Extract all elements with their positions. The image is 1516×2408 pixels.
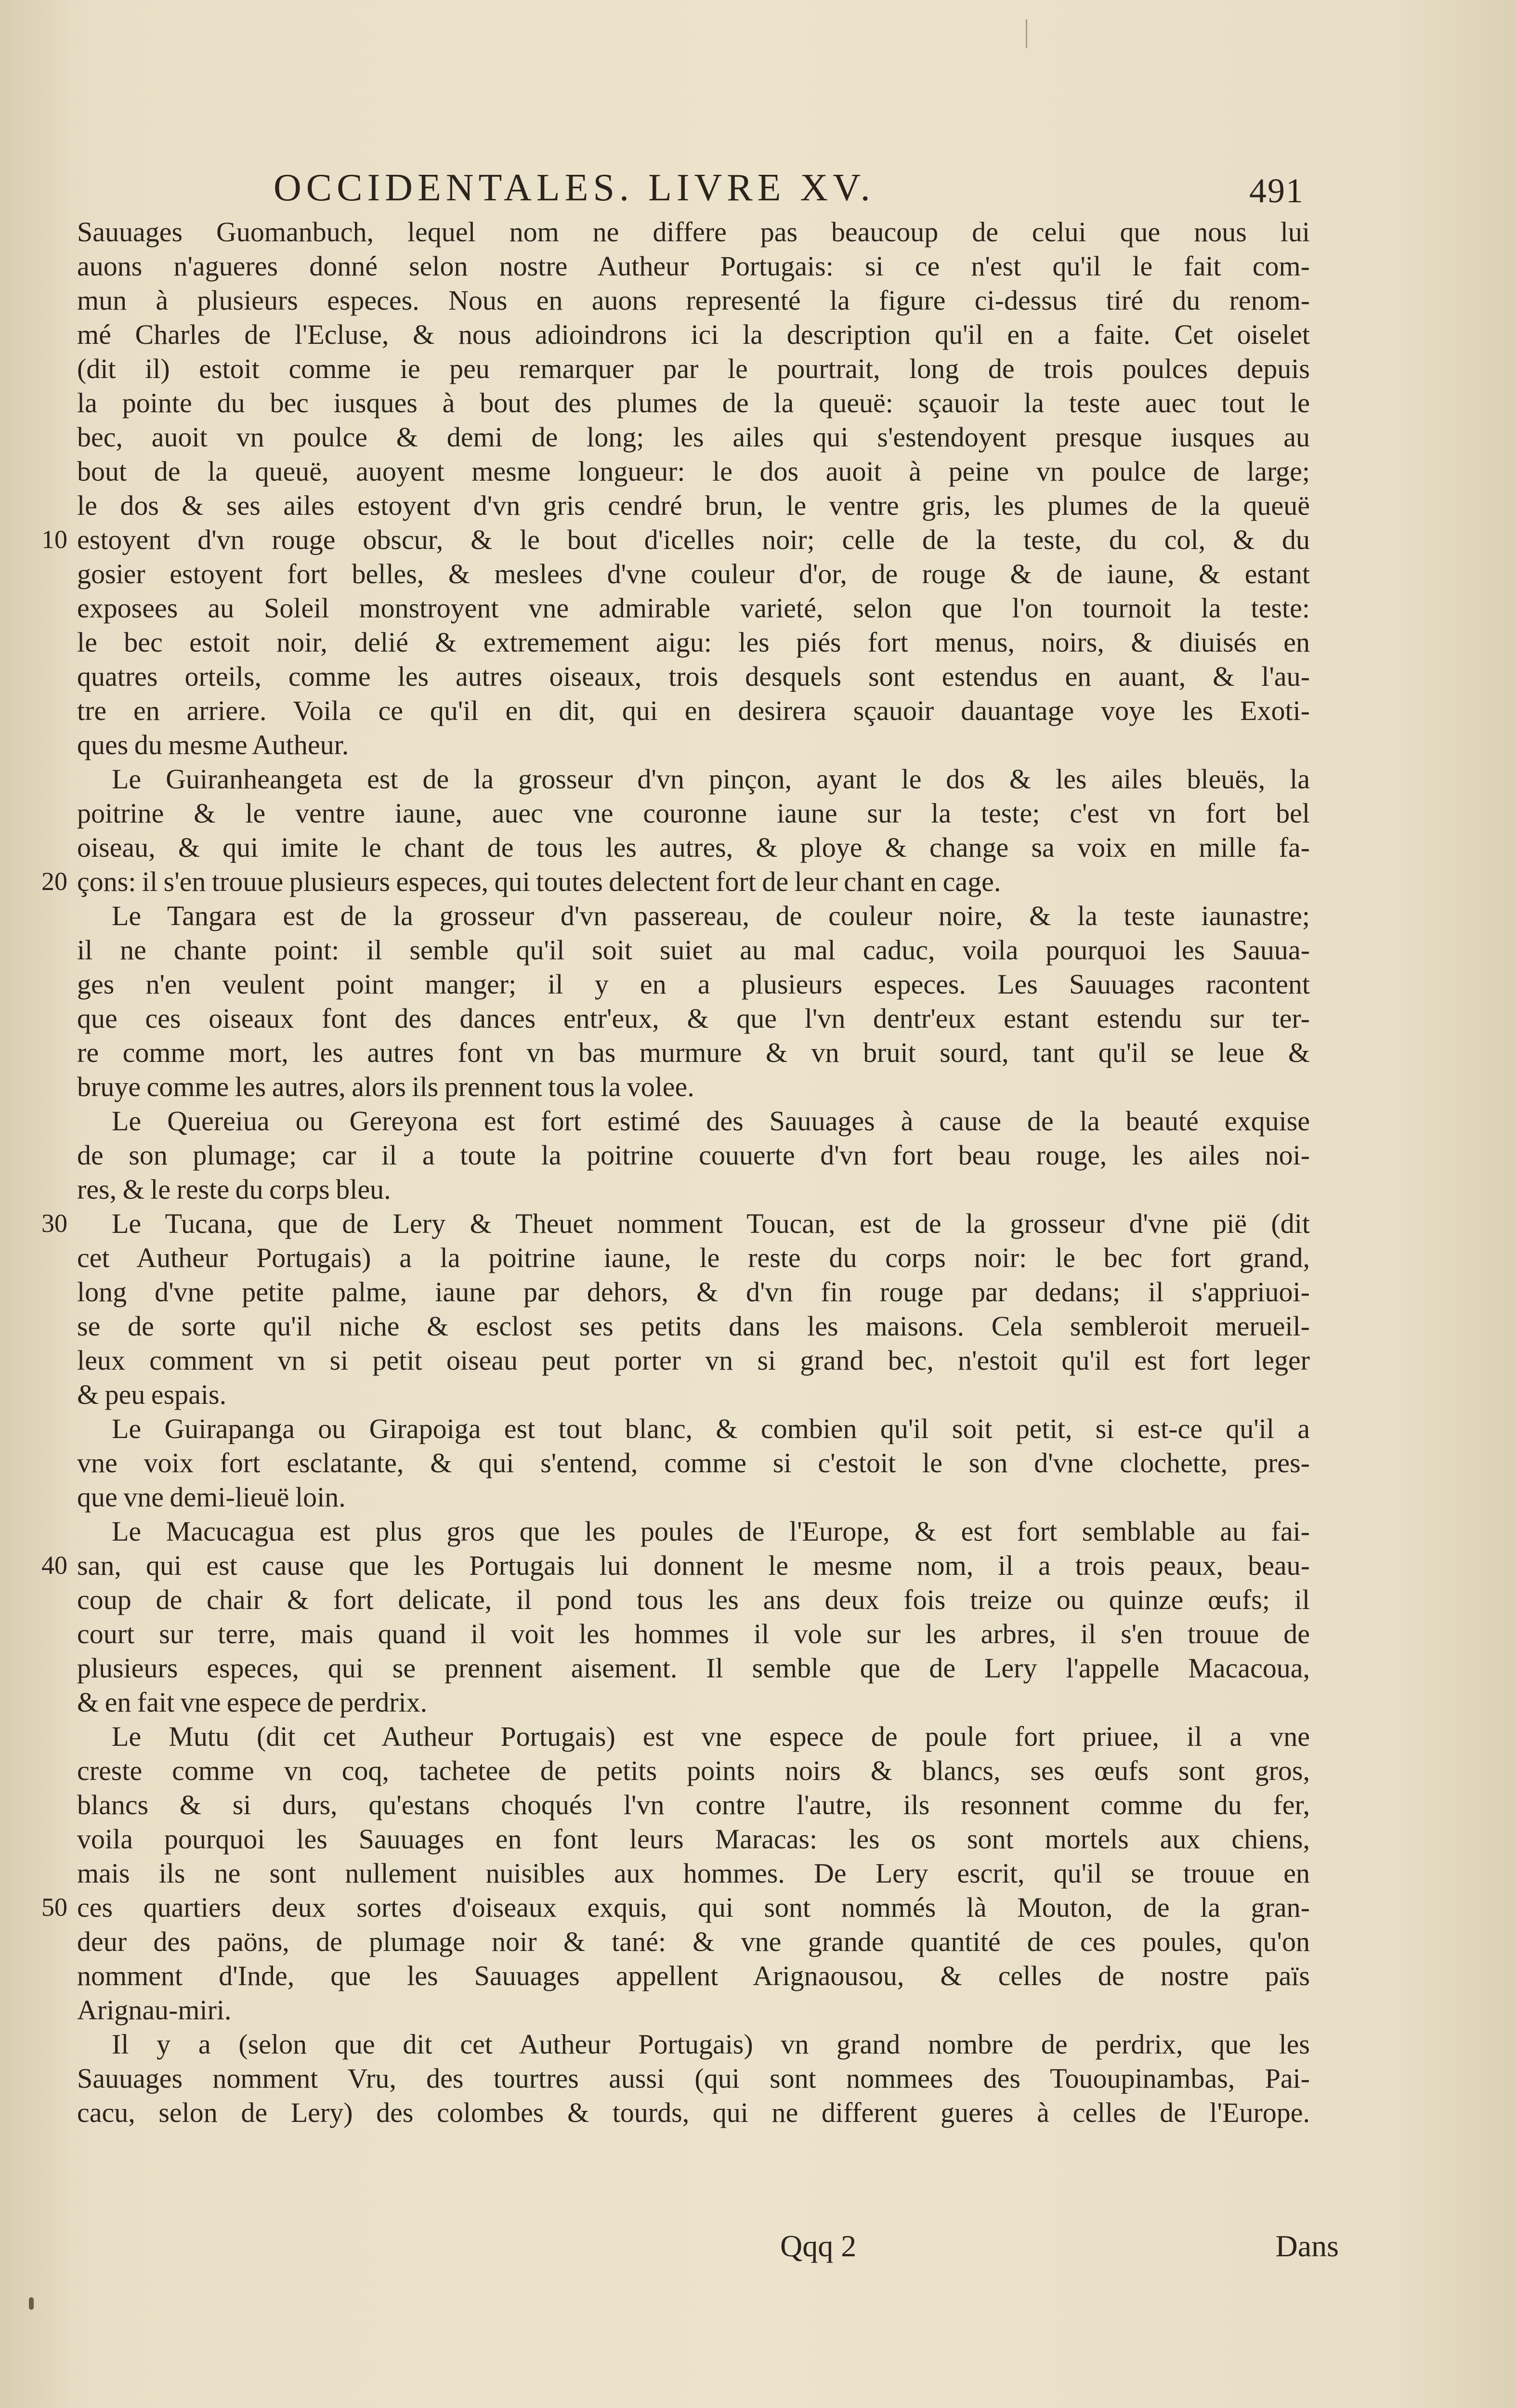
text-line [77, 1412, 1377, 1446]
line-text: Arignau-miri. [77, 1994, 232, 2026]
text-line [77, 317, 1377, 352]
line-text: de son plumage; car il a toute la poitrine couuerte d'vn fort beau rouge, les ailes noi- [77, 1139, 1310, 1171]
line-text: cet Autheur Portugais) a la poitrine iaune, le reste du corps noir: le bec fort grand, [77, 1242, 1310, 1273]
text-line [77, 1924, 1377, 1959]
line-text: estoyent d'vn rouge obscur, & le bout d'icelles noir; celle de la teste, du col, & du [77, 524, 1310, 555]
text-line [77, 2061, 1377, 2095]
text-line [77, 1480, 1377, 1514]
text-line [77, 1959, 1377, 1993]
line-text: Le Tangara est de la grosseur d'vn passereau, de couleur noire, & la teste iaunastre; [112, 900, 1310, 931]
text-line [77, 283, 1377, 317]
line-text: nomment d'Inde, que les Sauuages appellent Arignaousou, & celles de nostre païs [77, 1960, 1310, 1991]
text-line [77, 1583, 1377, 1617]
signature-mark: Qqq 2 [780, 2229, 857, 2263]
line-text: poitrine & le ventre iaune, auec vne couronne iaune sur la teste; c'est vn fort bel [77, 798, 1310, 829]
line-text: re comme mort, les autres font vn bas murmure & vn bruit sourd, tant qu'il se leue & [77, 1037, 1310, 1068]
line-text: Sauuages Guomanbuch, lequel nom ne differe pas beaucoup de celui que nous lui [77, 216, 1310, 248]
text-line [77, 1104, 1377, 1138]
line-text: deur des paöns, de plumage noir & tané: & vne grande quantité de ces poules, qu'on [77, 1926, 1310, 1957]
line-text: san, qui est cause que les Portugais lui donnent le mesme nom, il a trois peaux, beau- [77, 1550, 1310, 1581]
line-text: gosier estoyent fort belles, & meslees d'vne couleur d'or, de rouge & de iaune, & estant [77, 558, 1310, 589]
line-text: oiseau, & qui imite le chant de tous les autres, & ploye & change sa voix en mille fa- [77, 832, 1310, 863]
line-text: creste comme vn coq, tachetee de petits points noirs & blancs, ses œufs sont gros, [77, 1755, 1310, 1786]
line-text: voila pourquoi les Sauuages en font leurs Maracas: les os sont mortels aux chiens, [77, 1823, 1310, 1855]
text-line [77, 1001, 1377, 1035]
line-text: Il y a (selon que dit cet Autheur Portugais) vn grand nombre de perdrix, que les [112, 2028, 1310, 2060]
text-line [77, 728, 1377, 762]
text-line [77, 1446, 1377, 1480]
text-line [77, 1754, 1377, 1788]
text-line [77, 420, 1377, 454]
line-number: 40 [41, 1551, 67, 1580]
line-text: quatres orteils, comme les autres oiseaux, trois desquels sont estendus en auant, & l'au- [77, 661, 1310, 692]
text-line [77, 1138, 1377, 1172]
text-line [77, 249, 1377, 283]
line-text: que ces oiseaux font des dances entr'eux, & que l'vn dentr'eux estant estendu sur ter- [77, 1003, 1310, 1034]
text-line [77, 591, 1377, 625]
line-text: long d'vne petite palme, iaune par dehors, & d'vn fin rouge par dedans; il s'appriuoi- [77, 1276, 1310, 1308]
text-line [77, 1651, 1377, 1685]
line-text: (dit il) estoit comme ie peu remarquer par le pourtrait, long de trois poulces depuis [77, 353, 1310, 384]
text-line [77, 386, 1377, 420]
line-text: mais ils ne sont nullement nuisibles aux hommes. De Lery escrit, qu'il se trouue en [77, 1858, 1310, 1889]
text-line [77, 1617, 1377, 1651]
line-text: mun à plusieurs especes. Nous en auons representé la figure ci-dessus tiré du renom- [77, 285, 1310, 316]
text-line [77, 2095, 1377, 2130]
text-block [41, 215, 1377, 2130]
line-text: Le Guiranheangeta est de la grosseur d'vn pinçon, ayant le dos & les ailes bleuës, la [112, 763, 1310, 795]
line-text: cacu, selon de Lery) des colombes & tourds, qui ne different gueres à celles de l'Europe. [77, 2097, 1310, 2128]
running-header [274, 159, 1304, 217]
line-text: le bec estoit noir, delié & extremement aigu: les piés fort menus, noirs, & diuisés en [77, 627, 1310, 658]
line-text: exposees au Soleil monstroyent vne admirable varieté, selon que l'on tournoit la teste: [77, 592, 1310, 624]
text-line [41, 864, 1377, 899]
text-line [77, 967, 1377, 1001]
text-line [77, 1070, 1377, 1104]
text-line [77, 352, 1377, 386]
line-text: que vne demi-lieuë loin. [77, 1481, 346, 1513]
text-line [77, 1241, 1377, 1275]
line-number: 20 [41, 867, 67, 896]
text-line [77, 1343, 1377, 1377]
text-line [77, 694, 1377, 728]
line-text: bout de la queuë, auoyent mesme longueur: le dos auoit à peine vn poulce de large; [77, 456, 1310, 487]
line-text: & en fait vne espece de perdrix. [77, 1687, 428, 1718]
text-line [41, 1890, 1377, 1924]
line-text: Le Quereiua ou Gereyona est fort estimé des Sauuages à cause de la beauté exquise [112, 1105, 1310, 1137]
text-line [41, 1548, 1377, 1583]
text-line [77, 830, 1377, 864]
line-text: ques du mesme Autheur. [77, 729, 349, 760]
line-text: leux comment vn si petit oiseau peut porter vn si grand bec, n'estoit qu'il est fort leger [77, 1345, 1310, 1376]
line-text: le dos & ses ailes estoyent d'vn gris cendré brun, le ventre gris, les plumes de la queuë [77, 490, 1310, 521]
text-line [77, 1822, 1377, 1856]
line-text: Le Macucagua est plus gros que les poules de l'Europe, & est fort semblable au fai- [112, 1516, 1310, 1547]
line-text: & peu espais. [77, 1379, 227, 1410]
line-text: ges n'en veulent point manger; il y en a plusieurs especes. Les Sauuages racontent [77, 968, 1310, 1000]
text-line [77, 1309, 1377, 1343]
line-text: la pointe du bec iusques à bout des plumes de la queuë: sçauoir la teste auec tout le [77, 387, 1310, 419]
text-line [77, 454, 1377, 488]
text-line [77, 1377, 1377, 1412]
text-line [77, 488, 1377, 523]
text-line [41, 1206, 1377, 1241]
line-number: 50 [41, 1893, 67, 1922]
ink-speck [1026, 19, 1027, 48]
line-text: plusieurs especes, qui se prennent aisement. Il semble que de Lery l'appelle Macacoua, [77, 1652, 1310, 1684]
line-text: Le Tucana, que de Lery & Theuet nomment Toucan, est de la grosseur d'vne pië (dit [112, 1208, 1310, 1239]
line-text: ces quartiers deux sortes d'oiseaux exquis, qui sont nommés là Mouton, de la gran- [77, 1892, 1310, 1923]
line-text: Le Guirapanga ou Girapoiga est tout blanc, & combien qu'il soit petit, si est-ce qu'il a [112, 1413, 1310, 1444]
line-text: coup de chair & fort delicate, il pond tous les ans deux fois treize ou quinze œufs; il [77, 1584, 1310, 1615]
ink-speck [29, 2297, 34, 2310]
text-line [77, 762, 1377, 796]
text-line [77, 215, 1377, 249]
text-line [77, 2027, 1377, 2061]
line-text: Sauuages nomment Vru, des tourtres aussi (qui sont nommees des Tououpinambas, Pai- [77, 2063, 1310, 2094]
text-line [77, 1685, 1377, 1719]
text-line [77, 899, 1377, 933]
text-line [77, 796, 1377, 830]
line-text: blancs & si durs, qu'estans choqués l'vn contre l'autre, ils resonnent comme du fer, [77, 1789, 1310, 1820]
text-line [77, 659, 1377, 694]
line-number: 10 [41, 525, 67, 554]
line-text: bruye comme les autres, alors ils prennent tous la volee. [77, 1071, 694, 1102]
text-line [77, 1172, 1377, 1206]
line-text: tre en arriere. Voila ce qu'il en dit, qui en desirera sçauoir dauantage voye les Exoti- [77, 695, 1310, 726]
page-footer [780, 2227, 1339, 2265]
text-line [77, 557, 1377, 591]
text-line [77, 1514, 1377, 1548]
text-line [77, 1275, 1377, 1309]
text-line [77, 1856, 1377, 1890]
text-line [77, 1719, 1377, 1754]
line-text: bec, auoit vn poulce & demi de long; les ailes qui s'estendoyent presque iusques au [77, 421, 1310, 453]
line-text: auons n'agueres donné selon nostre Autheur Portugais: si ce n'est qu'il le fait com- [77, 250, 1310, 282]
line-text: res, & le reste du corps bleu. [77, 1174, 391, 1205]
running-title: OCCIDENTALES. LIVRE XV. [274, 167, 875, 209]
line-text: se de sorte qu'il niche & esclost ses petits dans les maisons. Cela sembleroit merueil- [77, 1310, 1310, 1342]
text-line [77, 1035, 1377, 1070]
line-text: il ne chante point: il semble qu'il soit suiet au mal caduc, voila pourquoi les Sauua- [77, 934, 1310, 966]
line-text: Le Mutu (dit cet Autheur Portugais) est vne espece de poule fort priuee, il a vne [112, 1721, 1310, 1752]
text-line [77, 933, 1377, 967]
text-line [41, 523, 1377, 557]
line-text: vne voix fort esclatante, & qui s'entend, comme si c'estoit le son d'vne clochette, pres- [77, 1447, 1310, 1479]
line-number: 30 [41, 1209, 67, 1238]
line-text: mé Charles de l'Ecluse, & nous adioindrons ici la description qu'il en a faite. Cet oiselet [77, 319, 1310, 350]
text-line [77, 1788, 1377, 1822]
text-line [77, 1993, 1377, 2027]
text-line [77, 625, 1377, 659]
page-number: 491 [1249, 171, 1304, 210]
line-text: çons: il s'en trouue plusieurs especes, qui toutes delectent fort de leur chant en cage. [77, 866, 1001, 897]
catchword: Dans [1275, 2229, 1339, 2263]
line-text: court sur terre, mais quand il voit les hommes il vole sur les arbres, il s'en trouue de [77, 1618, 1310, 1649]
